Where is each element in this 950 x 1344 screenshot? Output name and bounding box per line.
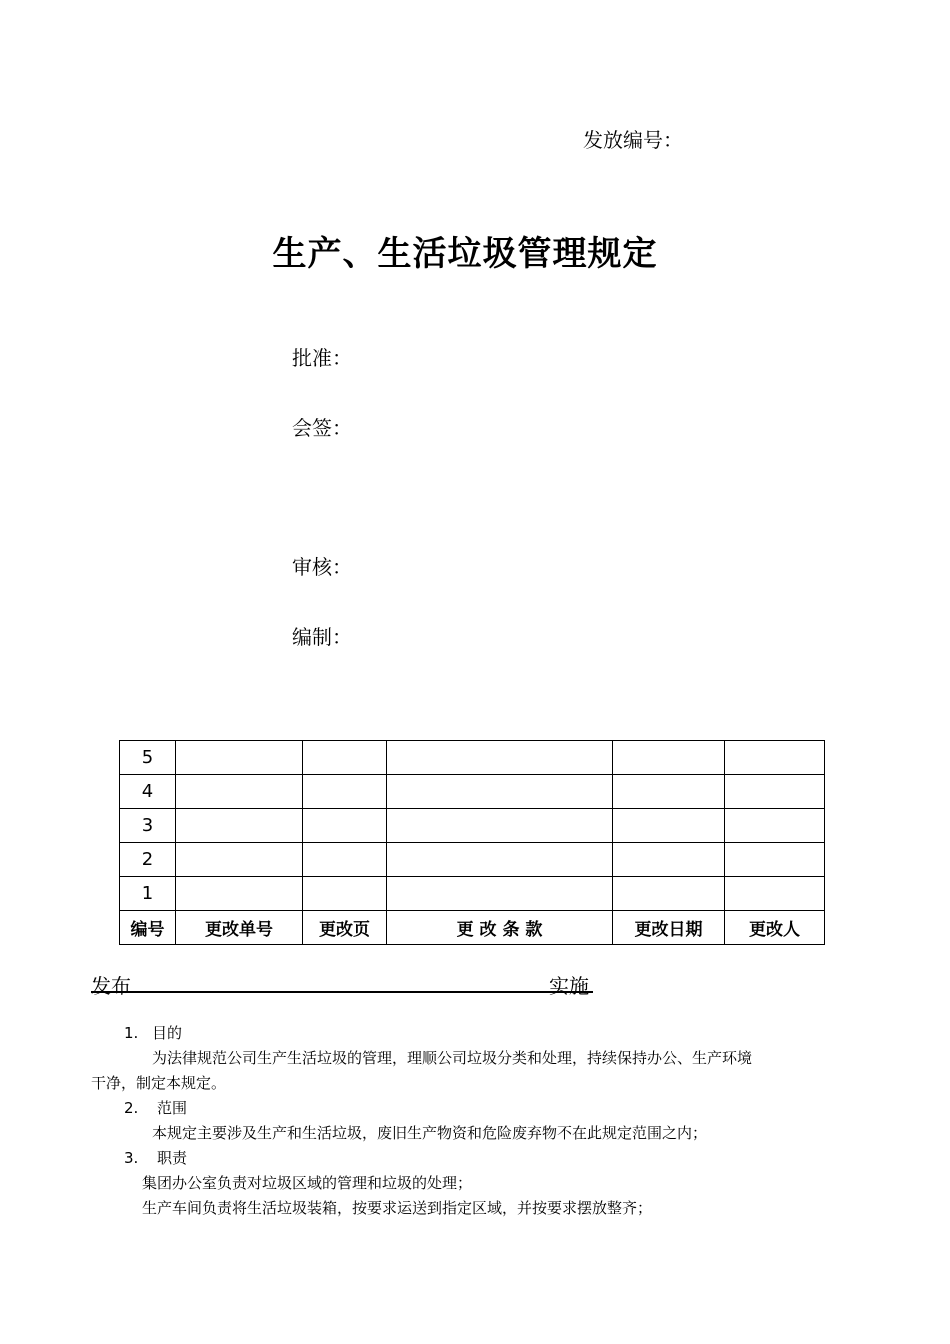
table-cell: [613, 775, 725, 809]
table-cell: [725, 775, 825, 809]
table-cell: [613, 843, 725, 877]
prepare-label: 编制：: [292, 625, 352, 649]
table-cell: [725, 877, 825, 911]
table-cell: [303, 877, 387, 911]
row-number-cell: 4: [120, 775, 176, 809]
countersign-label: 会签：: [292, 416, 352, 440]
table-cell: [387, 809, 613, 843]
table-cell: [725, 843, 825, 877]
table-cell: [613, 877, 725, 911]
table-cell: [303, 809, 387, 843]
table-cell: [303, 775, 387, 809]
section-3-title: 职责: [157, 1149, 188, 1167]
table-row: [120, 809, 825, 843]
header-change-date: 更改日期: [613, 911, 725, 945]
revision-table: [119, 740, 825, 945]
table-cell: [176, 877, 303, 911]
row-number-cell: 2: [120, 843, 176, 877]
table-row: [120, 741, 825, 775]
table-row: [120, 775, 825, 809]
table-cell: [303, 843, 387, 877]
section-1-line-2: 干净，制定本规定。: [91, 1074, 227, 1092]
header-number: 编号: [120, 911, 176, 945]
row-number-cell: 3: [120, 809, 176, 843]
table-cell: [387, 741, 613, 775]
section-2-line-1: 本规定主要涉及生产和生活垃圾，废旧生产物资和危险废弃物不在此规定范围之内；: [152, 1124, 708, 1142]
row-number-cell: 5: [120, 741, 176, 775]
release-underline: [91, 991, 593, 993]
table-cell: [613, 809, 725, 843]
approve-label: 批准：: [292, 346, 352, 370]
section-1-number: 1.: [124, 1024, 139, 1042]
section-3-number: 3.: [124, 1149, 139, 1167]
table-header-row: [120, 911, 825, 945]
issue-number-label: 发放编号：: [583, 128, 683, 152]
table-cell: [176, 741, 303, 775]
table-cell: [387, 775, 613, 809]
table-cell: [303, 741, 387, 775]
header-changed-page: 更改页: [303, 911, 387, 945]
table-cell: [613, 741, 725, 775]
header-changed-clause: 更 改 条 款: [387, 911, 613, 945]
table-cell: [387, 843, 613, 877]
table-cell: [387, 877, 613, 911]
section-2-title: 范围: [157, 1099, 188, 1117]
table-row: [120, 877, 825, 911]
section-3-line-1: 集团办公室负责对垃圾区域的管理和垃圾的处理；: [142, 1174, 473, 1192]
review-label: 审核：: [292, 555, 352, 579]
document-title: 生产、生活垃圾管理规定: [272, 234, 658, 274]
release-label: 发布: [91, 974, 131, 998]
table-cell: [176, 775, 303, 809]
table-row: [120, 843, 825, 877]
section-3-line-2: 生产车间负责将生活垃圾装箱，按要求运送到指定区域，并按要求摆放整齐；: [142, 1199, 653, 1217]
table-cell: [725, 809, 825, 843]
row-number-cell: 1: [120, 877, 176, 911]
section-1-line-1: 为法律规范公司生产生活垃圾的管理，理顺公司垃圾分类和处理，持续保持办公、生产环境: [152, 1049, 753, 1067]
table-cell: [725, 741, 825, 775]
table-cell: [176, 843, 303, 877]
section-1-title: 目的: [152, 1024, 183, 1042]
header-changed-by: 更改人: [725, 911, 825, 945]
header-change-order-no: 更改单号: [176, 911, 303, 945]
effective-label: 实施: [549, 974, 589, 998]
table-cell: [176, 809, 303, 843]
section-2-number: 2.: [124, 1099, 139, 1117]
